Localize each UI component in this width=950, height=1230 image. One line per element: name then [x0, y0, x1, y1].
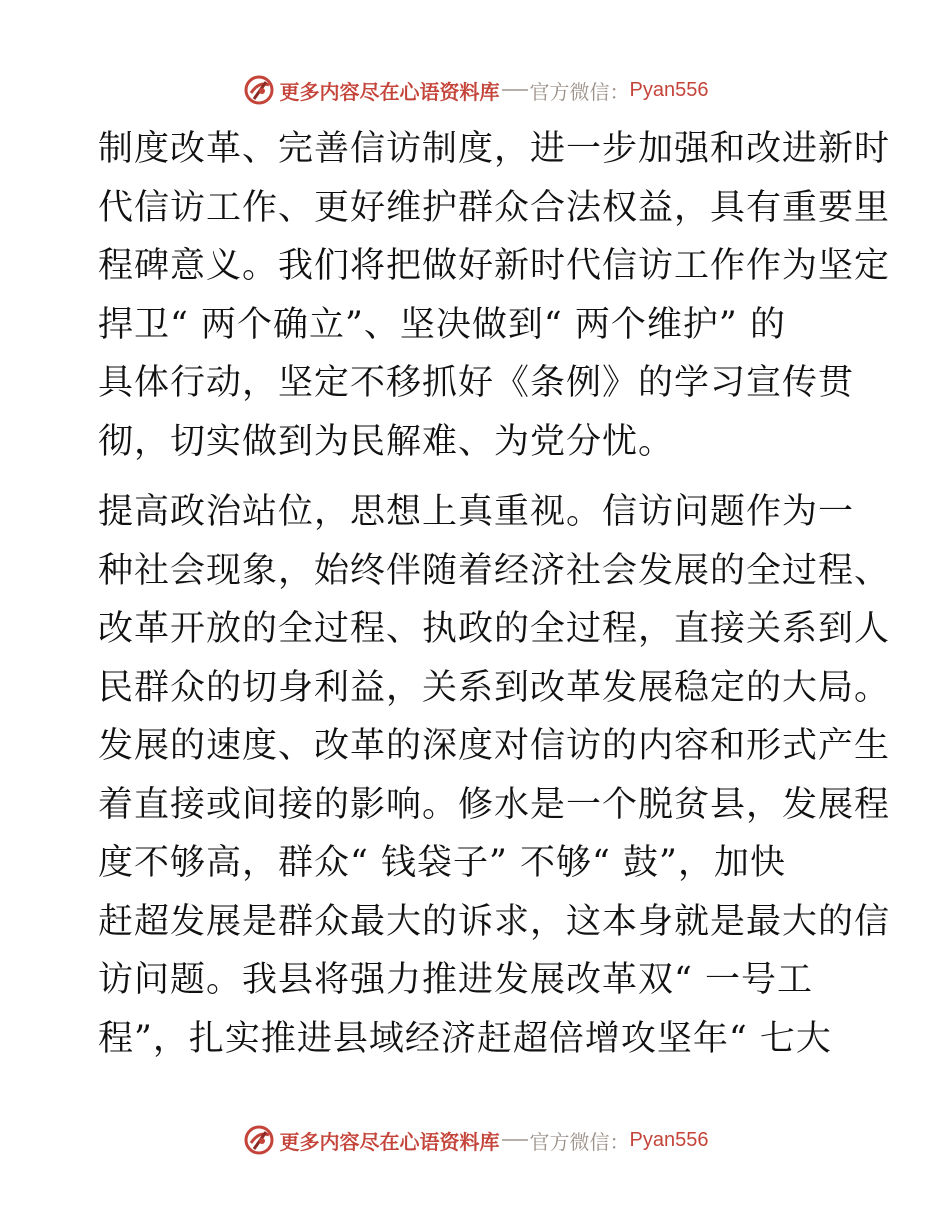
- text-line: 发展的速度、改革的深度对信访的内容和形式产生: [98, 726, 891, 766]
- watermark-wechat-id: Pyan556: [629, 78, 709, 101]
- text-line: 具体行动，坚定不移抓好《条例》的学习宣传贯: [98, 363, 855, 403]
- text-line: 彻，切实做到为民解难、为党分忧。: [98, 421, 675, 462]
- text-line: 程”，扎实推进县域经济赶超倍增攻坚年“ 七大: [98, 1018, 832, 1059]
- text-line: 程碑意义。我们将把做好新时代信访工作作为坚定: [98, 246, 891, 286]
- brand-logo-icon: [242, 1123, 276, 1157]
- text-line: 访问题。我县将强力推进发展改革双“ 一号工: [98, 960, 814, 1000]
- text-line: 代信访工作、更好维护群众合法权益，具有重要里: [98, 187, 891, 228]
- brand-logo-icon: [242, 73, 276, 107]
- watermark-official-label: 官方微信：: [529, 1129, 630, 1154]
- text-line: 提高政治站位，思想上真重视。信访问题作为一: [98, 492, 855, 532]
- paragraph-2: [98, 483, 891, 1068]
- text-line: 种社会现象，始终伴随着经济社会发展的全过程、: [98, 550, 891, 591]
- text-line: 着直接或间接的影响。修水是一个脱贫县，发展程: [98, 784, 891, 825]
- watermark-brand-text: 更多内容尽在心语资料库: [279, 1129, 500, 1154]
- text-line: 改革开放的全过程、执政的全过程，直接关系到人: [98, 609, 891, 649]
- text-line: 捍卫“ 两个确立”、坚决做到“ 两个维护” 的: [98, 304, 786, 345]
- watermark-wechat-id: Pyan556: [629, 1128, 709, 1151]
- text-line: 民群众的切身利益，关系到改革发展稳定的大局。: [98, 667, 891, 708]
- watermark-dash: [502, 89, 528, 91]
- header-watermark: [0, 72, 950, 108]
- text-line: 度不够高，群众“ 钱袋子” 不够“ 鼓”，加快: [98, 843, 786, 883]
- text-line: 制度改革、完善信访制度，进一步加强和改进新时: [98, 129, 891, 169]
- paragraph-1: [98, 120, 891, 471]
- watermark-dash: [502, 1139, 528, 1141]
- footer-watermark: [0, 1122, 950, 1158]
- watermark-brand-text: 更多内容尽在心语资料库: [279, 79, 500, 104]
- text-line: 赶超发展是群众最大的诉求，这本身就是最大的信: [98, 901, 891, 942]
- document-body: [98, 120, 891, 1068]
- watermark-official-label: 官方微信：: [529, 79, 630, 104]
